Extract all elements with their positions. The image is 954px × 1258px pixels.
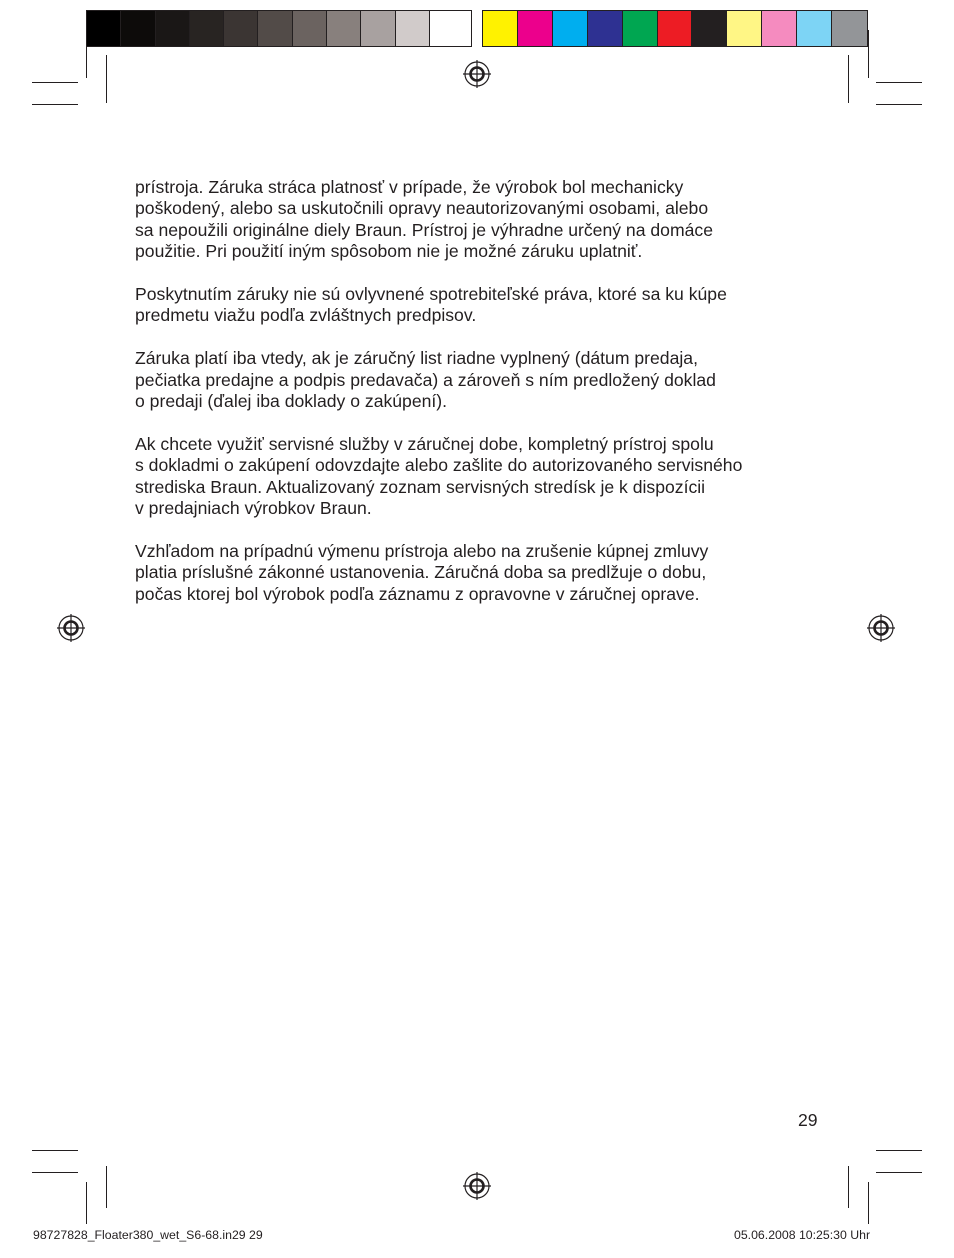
- color-swatch: [518, 11, 553, 46]
- color-swatch: [483, 11, 518, 46]
- text-line: platia príslušné zákonné ustanovenia. Záručná doba sa predlžuje o dobu,: [135, 562, 707, 583]
- crop-mark: [106, 55, 107, 103]
- text-line: sa nepoužili originálne diely Braun. Prístroj je výhradne určený na domáce: [135, 219, 713, 240]
- color-swatch: [156, 11, 190, 46]
- crop-mark: [32, 1172, 78, 1173]
- text-line: v predajniach výrobkov Braun.: [135, 498, 372, 519]
- crop-mark: [868, 30, 869, 78]
- color-swatch: [87, 11, 121, 46]
- crop-mark: [848, 1166, 849, 1208]
- color-swatch: [623, 11, 658, 46]
- color-swatch: [727, 11, 762, 46]
- color-swatch: [396, 11, 430, 46]
- warranty-text: [135, 177, 835, 626]
- color-swatch: [361, 11, 395, 46]
- color-swatch: [797, 11, 832, 46]
- text-line: poškodený, alebo sa uskutočnili opravy neautorizovanými osobami, alebo: [135, 198, 709, 219]
- color-swatch: [121, 11, 155, 46]
- text-line: prístroja. Záruka stráca platnosť v prípade, že výrobok bol mechanicky: [135, 177, 684, 197]
- color-swatch: [430, 11, 464, 46]
- crop-mark: [106, 1166, 107, 1208]
- paragraph: [135, 434, 835, 520]
- color-swatch: [327, 11, 361, 46]
- color-swatch: [293, 11, 327, 46]
- color-swatch: [224, 11, 258, 46]
- crop-mark: [32, 82, 78, 83]
- crop-mark: [86, 30, 87, 78]
- crop-mark: [86, 1182, 87, 1224]
- grayscale-calibration-bar: [86, 10, 472, 47]
- crop-mark: [868, 1182, 869, 1224]
- crop-mark: [32, 104, 78, 105]
- color-swatch: [553, 11, 588, 46]
- footer-timestamp: 05.06.2008 10:25:30 Uhr: [734, 1228, 871, 1242]
- color-swatch: [658, 11, 693, 46]
- color-swatch: [762, 11, 797, 46]
- crop-mark: [876, 1150, 922, 1151]
- registration-mark-icon: [462, 1171, 492, 1201]
- registration-mark-icon: [866, 613, 896, 643]
- crop-mark: [876, 82, 922, 83]
- text-line: Záruka platí iba vtedy, ak je záručný list riadne vyplnený (dátum predaja,: [135, 348, 698, 369]
- color-swatch: [588, 11, 623, 46]
- text-line: Poskytnutím záruky nie sú ovlyvnené spotrebiteľské práva, ktoré sa ku kúpe: [135, 284, 727, 305]
- text-line: počas ktorej bol výrobok podľa záznamu z opravovne v záručnej oprave.: [135, 583, 700, 604]
- color-calibration-bar: [482, 10, 868, 47]
- text-line: Ak chcete využiť servisné služby v záručnej dobe, kompletný prístroj spolu: [135, 433, 714, 454]
- text-line: strediska Braun. Aktualizovaný zoznam servisných stredísk je k dispozícii: [135, 476, 706, 497]
- text-line: pečiatka predajne a podpis predavača) a zároveň s ním predložený doklad: [135, 369, 716, 390]
- text-line: o predaji (ďalej iba doklady o zakúpení).: [135, 391, 448, 412]
- paragraph: [135, 541, 835, 605]
- text-line: predmetu viažu podľa zvláštnych predpisov.: [135, 305, 477, 326]
- text-line: Vzhľadom na prípadnú výmenu prístroja alebo na zrušenie kúpnej zmluvy: [135, 540, 709, 561]
- color-swatch: [832, 11, 867, 46]
- color-swatch: [258, 11, 292, 46]
- color-swatch: [190, 11, 224, 46]
- crop-mark: [848, 55, 849, 103]
- registration-mark-icon: [56, 613, 86, 643]
- crop-mark: [876, 104, 922, 105]
- text-line: s dokladmi o zakúpení odovzdajte alebo zašlite do autorizovaného servisného: [135, 455, 743, 476]
- paragraph: [135, 284, 835, 327]
- footer-file-info: 98727828_Floater380_wet_S6-68.in29 29: [33, 1228, 263, 1242]
- crop-mark: [32, 1150, 78, 1151]
- paragraph: [135, 177, 835, 263]
- crop-mark: [876, 1172, 922, 1173]
- registration-mark-icon: [462, 59, 492, 89]
- color-swatch: [692, 11, 727, 46]
- page-number: 29: [798, 1110, 818, 1130]
- text-line: použitie. Pri použití iným spôsobom nie je možné záruku uplatniť.: [135, 241, 643, 262]
- paragraph: [135, 348, 835, 412]
